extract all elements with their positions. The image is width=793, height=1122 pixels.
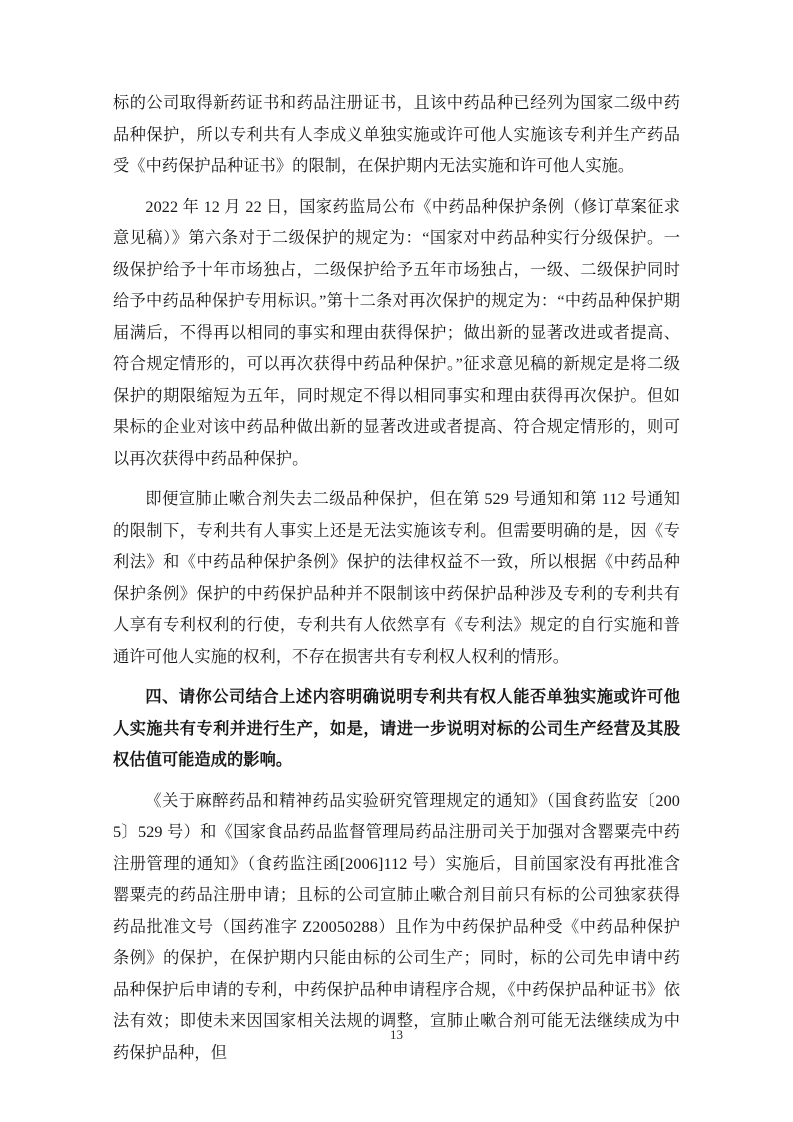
paragraph: 2022 年 12 月 22 日，国家药监局公布《中药品种保护条例（修订草案征求意见稿）》第六条对于二级保护的规定为：“国家对中药品种实行分级保护。一级保护给予十年市场独占，二级保护给予五年市场独占，一级、二级保护同时给予中药品种保护专用标识。”第十二条对再次保护的规定为：“中药品种保护期届满后，不得再以相同的事实和理由获得保护；做出新的显著改进或者提高、符合规定情形的，可以再次获得中药品种保护。”征求意见稿的新规定是将二级保护的期限缩短为五年，同时规定不得以相同事实和理由获得再次保护。但如果标的企业对该中药品种做出新的显著改进或者提高、符合规定情形的，则可以再次获得中药品种保护。 — [113, 197, 680, 468]
page-number: 13 — [390, 1027, 403, 1042]
section-heading: 四、请你公司结合上述内容明确说明专利共有权人能否单独实施或许可他人实施共有专利并进行生产，如是，请进一步说明对标的公司生产经营及其股权估值可能造成的影响。 — [113, 688, 680, 769]
paragraph-continuation: 标的公司取得新药证书和药品注册证书，且该中药品种已经列为国家二级中药品种保护，所以专利共有人李成义单独实施或许可他人实施该专利并生产药品受《中药保护品种证书》的限制，在保护期内无法实施和许可他人实施。 — [113, 94, 680, 175]
paragraph: 《关于麻醉药品和精神药品实验研究管理规定的通知》（国食药监安〔2005〕529 号）和《国家食品药品监督管理局药品注册司关于加强对含罂粟壳中药注册管理的通知》（食药监注函[2006]112 号）实施后，目前国家没有再批准含罂粟壳的药品注册申请；且标的公司宣肺止嗽合剂目前只有标的公司独家获得药品批准文号（国药准字 Z20050288）且作为中药保护品种受《中药品种保护条例》的保护，在保护期内只能由标的公司生产；同时，标的公司先申请中药品种保护后申请的专利，中药保护品种申请程序合规，《中药保护品种证书》依法有效；即使未来因国家相关法规的调整，宣肺止嗽合剂可能无法继续成为中药保护品种，但 — [113, 791, 680, 1062]
text-body — [113, 88, 680, 1078]
paragraph: 即便宣肺止嗽合剂失去二级品种保护，但在第 529 号通知和第 112 号通知的限制下，专利共有人事实上还是无法实施该专利。但需要明确的是，因《专利法》和《中药品种保护条例》保护的法律权益不一致，所以根据《中药品种保护条例》保护的中药保护品种并不限制该中药保护品种涉及专利的专利共有人享有专利权利的行使，专利共有人依然享有《专利法》规定的自行实施和普通许可他人实施的权利，不存在损害共有专利权人权利的情形。 — [113, 490, 680, 666]
